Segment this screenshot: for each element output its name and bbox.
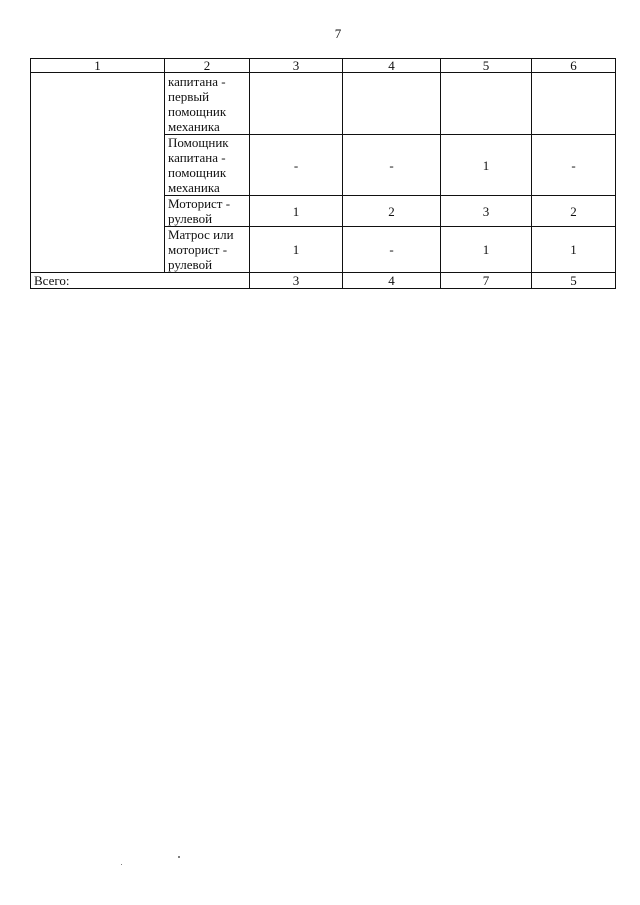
total-value: 3 [250, 273, 343, 289]
total-value: 7 [441, 273, 532, 289]
value-cell [343, 73, 441, 135]
column-header-4: 4 [343, 59, 441, 73]
table-row [31, 73, 616, 135]
page-number: 7 [334, 26, 342, 41]
value-cell [250, 73, 343, 135]
staffing-table [30, 58, 616, 289]
value-cell [532, 73, 616, 135]
position-cell: Моторист - рулевой [165, 196, 250, 227]
scan-speck [121, 864, 122, 865]
value-cell: 2 [532, 196, 616, 227]
scan-speck [178, 856, 180, 858]
value-cell: - [532, 135, 616, 196]
position-cell: Помощник капитана - помощник механика [165, 135, 250, 196]
value-cell: - [343, 135, 441, 196]
column-header-1: 1 [31, 59, 165, 73]
total-label: Всего: [31, 273, 250, 289]
value-cell: 2 [343, 196, 441, 227]
value-cell: 1 [441, 135, 532, 196]
value-cell: 1 [250, 196, 343, 227]
value-cell: 1 [441, 227, 532, 273]
table-header-row [31, 59, 616, 73]
value-cell [441, 73, 532, 135]
column-header-2: 2 [165, 59, 250, 73]
value-cell: 1 [250, 227, 343, 273]
value-cell: - [250, 135, 343, 196]
column-header-3: 3 [250, 59, 343, 73]
value-cell: 3 [441, 196, 532, 227]
total-value: 5 [532, 273, 616, 289]
position-cell: Матрос или моторист - рулевой [165, 227, 250, 273]
position-cell: капитана - первый помощник механика [165, 73, 250, 135]
total-value: 4 [343, 273, 441, 289]
value-cell: - [343, 227, 441, 273]
column-header-6: 6 [532, 59, 616, 73]
value-cell: 1 [532, 227, 616, 273]
column-header-5: 5 [441, 59, 532, 73]
total-row [31, 273, 616, 289]
vessel-group-cell [31, 73, 165, 273]
